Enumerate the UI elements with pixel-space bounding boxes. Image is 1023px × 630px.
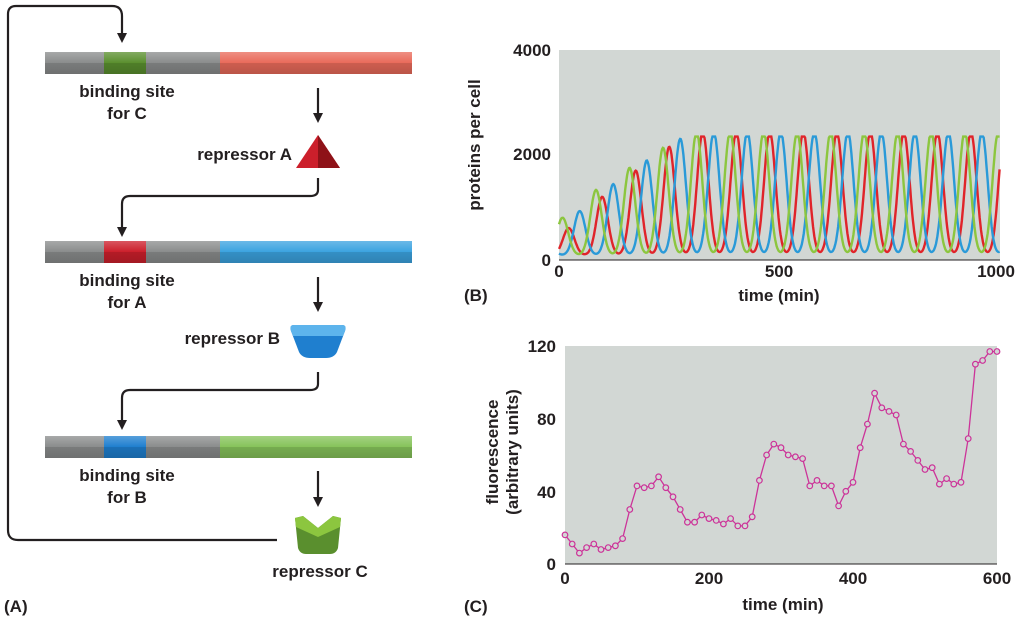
panel-c-x-label: time (min) — [742, 595, 824, 614]
data-point — [814, 478, 820, 484]
data-point — [569, 541, 575, 547]
data-point — [641, 485, 647, 491]
panel-c-x-tick: 400 — [838, 569, 868, 588]
data-point — [922, 467, 928, 473]
data-point — [821, 483, 827, 489]
repression-arrow — [122, 372, 318, 425]
triangle-protein-icon — [296, 135, 340, 168]
panel-b-y-tick: 2000 — [513, 145, 551, 164]
data-point — [613, 543, 619, 549]
data-point — [706, 516, 712, 522]
gene-3 — [45, 436, 412, 581]
panel-b — [464, 41, 1015, 305]
data-point — [994, 349, 1000, 355]
binding-site-label-line1: binding site — [79, 271, 175, 290]
data-point — [843, 489, 849, 495]
panel-b-label: (B) — [464, 286, 488, 305]
data-point — [663, 485, 669, 491]
panel-b-y-tick: 0 — [541, 251, 551, 270]
repressor-a-label: repressor A — [197, 145, 292, 164]
data-point — [793, 454, 799, 460]
panel-b-y-label: proteins per cell — [465, 79, 484, 211]
gene-2 — [45, 241, 412, 425]
data-point — [965, 436, 971, 442]
data-point — [836, 503, 842, 509]
data-point — [591, 541, 597, 547]
data-point — [908, 449, 914, 455]
data-point — [749, 514, 755, 520]
panel-b-x-tick: 500 — [764, 262, 794, 281]
data-point — [807, 483, 813, 489]
panel-b-x-tick: 0 — [554, 262, 564, 281]
panel-c-y-tick: 120 — [527, 337, 556, 356]
data-point — [850, 480, 856, 486]
panel-b-y-tick: 4000 — [513, 41, 551, 60]
data-point — [872, 390, 878, 396]
data-point — [987, 349, 993, 355]
rounded-protein-icon — [290, 325, 345, 358]
binding-site-label-line2: for A — [107, 293, 147, 312]
data-point — [893, 412, 899, 418]
data-point — [735, 523, 741, 529]
data-point — [649, 483, 655, 489]
data-point — [605, 545, 611, 551]
panel-c-x-tick: 200 — [694, 569, 724, 588]
data-point — [677, 507, 683, 513]
panel-c-x-tick: 0 — [560, 569, 570, 588]
data-point — [886, 409, 892, 415]
data-point — [699, 512, 705, 518]
data-point — [785, 452, 791, 458]
data-point — [742, 523, 748, 529]
data-point — [757, 478, 763, 484]
data-point — [634, 483, 640, 489]
binding-site-label-line2: for B — [107, 488, 147, 507]
data-point — [764, 452, 770, 458]
data-point — [577, 550, 583, 556]
panel-c-y-tick: 80 — [537, 410, 556, 429]
data-point — [584, 545, 590, 551]
panel-c-label: (C) — [464, 597, 488, 616]
repression-arrow — [122, 178, 318, 232]
panel-b-x-label: time (min) — [738, 286, 820, 305]
data-point — [901, 441, 907, 447]
binding-site-label-line1: binding site — [79, 82, 175, 101]
panel-c-plot-area — [565, 346, 997, 564]
data-point — [951, 481, 957, 487]
data-point — [670, 494, 676, 500]
data-point — [829, 483, 835, 489]
data-point — [865, 421, 871, 427]
panel-a — [4, 6, 412, 616]
data-point — [771, 441, 777, 447]
data-point — [685, 519, 691, 525]
panel-b-x-tick: 1000 — [977, 262, 1015, 281]
data-point — [944, 476, 950, 482]
data-point — [879, 405, 885, 411]
gene-shine — [45, 52, 412, 74]
gene-shine — [45, 241, 412, 263]
data-point — [713, 518, 719, 524]
panel-c-y-tick: 0 — [546, 555, 556, 574]
gene-1 — [45, 52, 412, 232]
data-point — [800, 456, 806, 462]
notched-protein-icon — [295, 516, 341, 554]
data-point — [627, 507, 633, 513]
panel-c-y-tick: 40 — [537, 483, 556, 502]
data-point — [973, 361, 979, 367]
data-point — [692, 519, 698, 525]
data-point — [721, 521, 727, 527]
panel-c-y-label-line1: fluorescence — [483, 399, 502, 505]
binding-site-label-line1: binding site — [79, 466, 175, 485]
data-point — [958, 480, 964, 486]
panel-c-y-label-line2: (arbitrary units) — [503, 389, 522, 515]
data-point — [929, 465, 935, 471]
data-point — [857, 445, 863, 451]
panel-a-label: (A) — [4, 597, 28, 616]
data-point — [656, 474, 662, 480]
repressor-c-label: repressor C — [272, 562, 368, 581]
data-point — [598, 547, 604, 553]
data-point — [620, 536, 626, 542]
panel-c — [464, 337, 1011, 616]
data-point — [728, 516, 734, 522]
gene-shine — [45, 436, 412, 458]
data-point — [980, 358, 986, 364]
panel-c-x-tick: 600 — [982, 569, 1012, 588]
data-point — [915, 458, 921, 464]
binding-site-label-line2: for C — [107, 104, 147, 123]
repressor-b-label: repressor B — [184, 329, 280, 348]
data-point — [562, 532, 568, 538]
data-point — [778, 445, 784, 451]
data-point — [937, 481, 943, 487]
